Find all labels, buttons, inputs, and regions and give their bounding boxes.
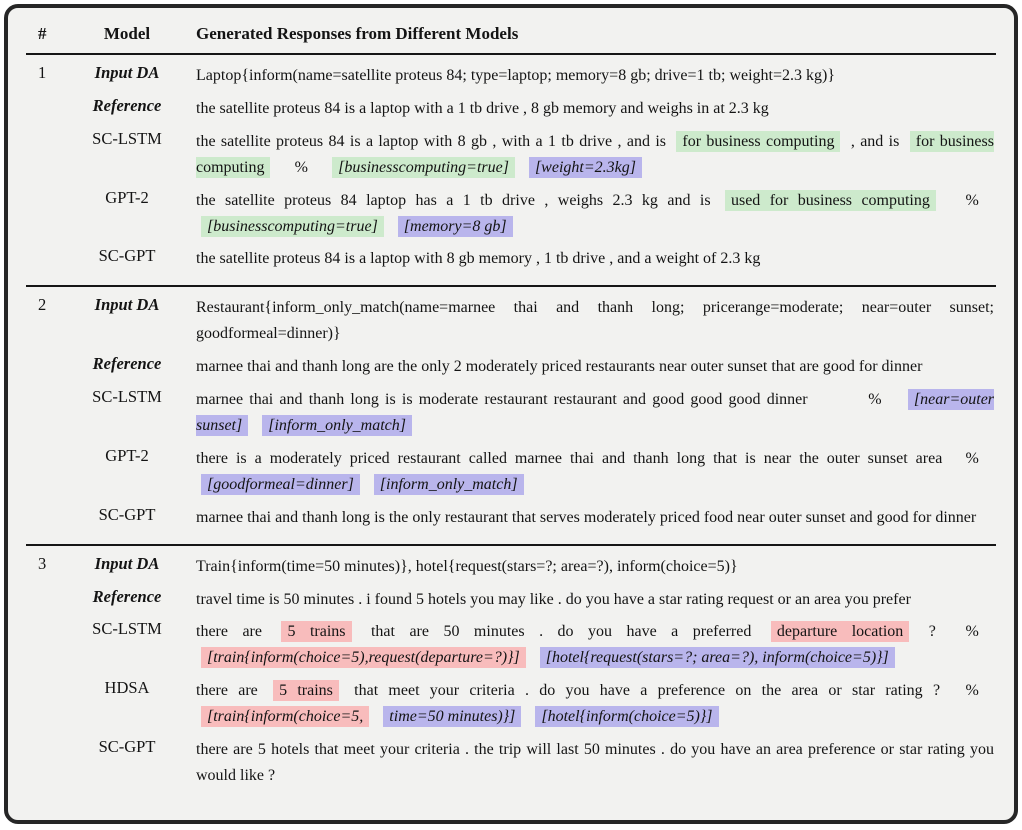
model-label: SC-GPT — [98, 246, 156, 266]
highlight-purple: [near=outer sunset] — [196, 391, 995, 434]
text-segment: marnee thai and thanh long is is moderate restaurant restaurant and good good good dinner — [196, 391, 808, 409]
model-label: Input DA — [94, 553, 160, 573]
highlight-purple: [goodformeal=dinner] — [201, 474, 360, 495]
response-text — [182, 619, 996, 671]
example-number — [26, 387, 72, 439]
highlight-purple: time=50 minutes)}] — [383, 706, 521, 727]
highlight-pink: 5 trains — [281, 621, 351, 642]
response-text — [182, 446, 996, 498]
paper-table-frame — [4, 4, 1018, 824]
model-response-row — [26, 129, 996, 181]
example-number — [26, 354, 72, 380]
model-response-row — [26, 188, 996, 240]
model-response-row — [26, 619, 996, 671]
example-number — [26, 737, 72, 789]
response-text — [182, 554, 996, 580]
text-segment: there are — [196, 682, 258, 700]
results-table — [8, 8, 1014, 802]
highlight-green: for business computing — [196, 132, 994, 176]
response-text — [182, 387, 996, 439]
model-label: Input DA — [94, 295, 160, 315]
example-number — [26, 505, 72, 531]
model-response-row — [26, 63, 996, 89]
text-segment: there are 5 hotels that meet your criteria . the trip will last 50 minutes . do you have an area preference or star rating you would like ? — [196, 741, 994, 784]
model-label: SC-LSTM — [92, 619, 162, 639]
percent-separator: % — [965, 623, 979, 641]
percent-separator: % — [294, 158, 308, 176]
response-text — [182, 505, 996, 531]
model-response-row — [26, 295, 996, 347]
response-text — [182, 63, 996, 89]
model-label: SC-LSTM — [92, 387, 162, 407]
text-segment: that are 50 minutes . do you have a preferred — [370, 623, 752, 641]
model-label: Reference — [92, 95, 162, 115]
model-label: GPT-2 — [105, 445, 149, 465]
model-label: HDSA — [104, 678, 150, 698]
model-response-row — [26, 354, 996, 380]
model-response-row — [26, 505, 996, 531]
percent-separator: % — [965, 449, 979, 467]
model-label: Reference — [92, 586, 162, 606]
table-header-row — [26, 16, 996, 55]
text-segment: marnee thai and thanh long are the only 2 moderately priced restaurants near outer sunset that are good for dinner — [196, 358, 923, 376]
text-segment: Train{inform(time=50 minutes)}, hotel{request(stars=?; area=?), inform(choice=5)} — [196, 557, 738, 575]
highlight-pink: departure location — [771, 621, 909, 642]
text-segment: , and is — [850, 132, 900, 150]
example-section — [26, 285, 996, 543]
highlight-pink: 5 trains — [273, 680, 339, 701]
model-label: Reference — [92, 354, 162, 374]
text-segment: the satellite proteus 84 laptop has a 1 tb drive , weighs 2.3 kg and is — [196, 191, 711, 209]
response-text — [182, 295, 996, 347]
model-response-row — [26, 737, 996, 789]
response-text — [182, 96, 996, 122]
text-segment: that meet your criteria . do you have a preference on the area or star rating ? — [354, 682, 941, 700]
model-response-row — [26, 387, 996, 439]
highlight-purple: [weight=2.3kg] — [529, 157, 642, 178]
response-text — [182, 678, 996, 730]
example-number — [26, 246, 72, 272]
model-label: SC-GPT — [98, 504, 156, 524]
text-segment: the satellite proteus 84 is a laptop with a 1 tb drive , 8 gb memory and weighs in at 2.3 kg — [196, 99, 769, 117]
model-label: SC-LSTM — [92, 128, 162, 148]
header-responses: Generated Responses from Different Models — [196, 24, 519, 43]
percent-separator: % — [868, 391, 882, 409]
example-section — [26, 544, 996, 802]
percent-separator: % — [965, 682, 979, 700]
text-segment: Restaurant{inform_only_match(name=marnee thai and thanh long; pricerange=moderate; near=outer sunset; goodformeal=dinner)} — [196, 299, 994, 343]
example-section — [26, 55, 996, 285]
response-text — [182, 246, 996, 272]
response-text — [182, 354, 996, 380]
example-number — [26, 678, 72, 730]
model-response-row — [26, 246, 996, 272]
highlight-purple: [memory=8 gb] — [398, 216, 513, 237]
highlight-purple: [inform_only_match] — [262, 415, 412, 436]
model-response-row — [26, 587, 996, 613]
example-number: 1 — [38, 63, 47, 82]
model-response-row — [26, 96, 996, 122]
text-segment: the satellite proteus 84 is a laptop with 8 gb , with a 1 tb drive , and is — [196, 132, 666, 150]
model-response-row — [26, 446, 996, 498]
text-segment: travel time is 50 minutes . i found 5 hotels you may like . do you have a star rating request or an area you prefer — [196, 590, 911, 608]
highlight-purple: [inform_only_match] — [374, 474, 524, 495]
response-text — [182, 188, 996, 240]
text-segment: the satellite proteus 84 is a laptop with 8 gb memory , 1 tb drive , and a weight of 2.3 kg — [196, 250, 761, 268]
text-segment: there are — [196, 623, 262, 641]
text-segment: ? — [928, 623, 936, 641]
response-text — [182, 737, 996, 789]
example-number — [26, 587, 72, 613]
text-segment: marnee thai and thanh long is the only restaurant that serves moderately priced food near outer sunset and good for dinner — [196, 508, 977, 526]
example-number — [26, 129, 72, 181]
example-number — [26, 96, 72, 122]
highlight-purple: [hotel{inform(choice=5)}] — [535, 706, 718, 727]
highlight-green: for business computing — [676, 131, 840, 152]
example-number: 2 — [38, 295, 47, 315]
example-number — [26, 188, 72, 240]
highlight-green: used for business computing — [725, 190, 936, 211]
highlight-green: [businesscomputing=true] — [201, 216, 384, 237]
response-text — [182, 587, 996, 613]
model-label: GPT-2 — [105, 187, 149, 207]
highlight-purple: [hotel{request(stars=?; area=?), inform(choice=5)}] — [540, 647, 895, 668]
highlight-green: [businesscomputing=true] — [332, 157, 515, 178]
header-model: Model — [103, 24, 151, 43]
text-segment: Laptop{inform(name=satellite proteus 84; type=laptop; memory=8 gb; drive=1 tb; weight=2.3 kg)} — [196, 67, 836, 84]
example-number — [26, 619, 72, 671]
table-body — [26, 55, 996, 802]
highlight-pink: [train{inform(choice=5, — [201, 706, 369, 727]
highlight-pink: [train{inform(choice=5),request(departure=?)}] — [201, 647, 526, 668]
percent-separator: % — [965, 191, 979, 209]
model-response-row — [26, 678, 996, 730]
text-segment: there is a moderately priced restaurant called marnee thai and thanh long that is near the outer sunset area — [196, 449, 943, 467]
model-label: SC-GPT — [98, 737, 156, 757]
example-number: 3 — [38, 553, 47, 573]
model-label: Input DA — [94, 63, 160, 82]
header-num: # — [38, 24, 47, 43]
example-number — [26, 446, 72, 498]
response-text — [182, 129, 996, 181]
model-response-row — [26, 554, 996, 580]
